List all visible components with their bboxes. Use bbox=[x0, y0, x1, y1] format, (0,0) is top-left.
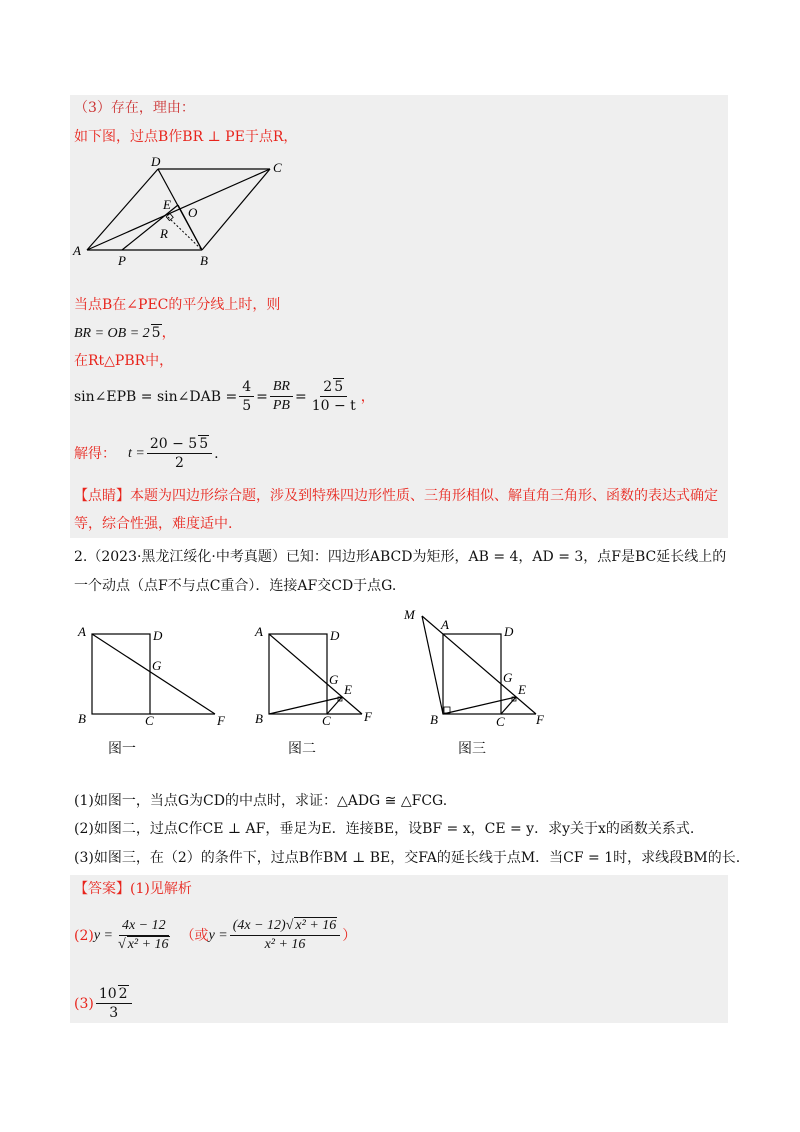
label-E: E bbox=[163, 197, 171, 212]
solution-line-7: 解得： t = $\frac{20 - 5 5}{2}$ . bbox=[74, 436, 219, 471]
label-B: B bbox=[430, 712, 438, 727]
label-D: D bbox=[151, 155, 161, 169]
label-B: B bbox=[78, 711, 86, 726]
problem-line-1: 2.（2023·黑龙江绥化·中考真题）已知：四边形ABCD为矩形，AB = 4，AD = 3，点F是BC延长线上的 bbox=[74, 549, 727, 565]
label-E: E bbox=[518, 682, 526, 697]
comma: ， bbox=[161, 325, 176, 341]
answer-2-prefix: (2) bbox=[74, 927, 94, 944]
answer-2-alt-close: ） bbox=[342, 927, 357, 944]
label-A: A bbox=[255, 624, 263, 639]
eq-br-ob: BR = OB = 2 bbox=[74, 326, 150, 341]
label-R: R bbox=[160, 226, 168, 241]
t-eq: t = bbox=[128, 445, 145, 461]
sin-eq-text: sin∠EPB = sin∠DAB = bbox=[74, 388, 238, 405]
edge-AD bbox=[87, 169, 158, 250]
caption-figure-two: 图二 bbox=[288, 741, 316, 757]
label-G: G bbox=[503, 670, 513, 685]
label-F: F bbox=[536, 712, 544, 727]
label-D: D bbox=[504, 624, 514, 639]
solution-line-2: 如下图，过点B作BR ⊥ PE于点R， bbox=[74, 129, 298, 145]
answer-2-fraction: $\frac{4x - 12}{\text{√ x² + 16}}$ bbox=[118, 918, 169, 952]
label-A: A bbox=[441, 617, 449, 632]
answer-line-1: 【答案】(1)见解析 bbox=[74, 881, 192, 897]
comment-line-1: 【点睛】本题为四边形综合题，涉及到特殊四边形性质、三角形相似、解直角三角形、函数的表达式确定 bbox=[74, 488, 718, 504]
label-F: F bbox=[364, 709, 372, 724]
edge-CB bbox=[202, 169, 270, 250]
solve-label: 解得： bbox=[74, 445, 116, 462]
solution-line-4 bbox=[74, 322, 176, 345]
caption-figure-three: 图三 bbox=[458, 741, 486, 757]
answer-3-fraction: $\frac{10 2}{3}$ bbox=[96, 985, 132, 1022]
label-B: B bbox=[255, 711, 263, 726]
answer-2-alt-open: （或 bbox=[180, 927, 209, 944]
label-C: C bbox=[145, 713, 154, 728]
segment-BE bbox=[443, 697, 516, 714]
figure-two bbox=[252, 618, 387, 728]
label-D: D bbox=[153, 628, 163, 643]
comment-line-2: 等，综合性强，难度适中. bbox=[74, 516, 233, 532]
label-A: A bbox=[78, 624, 86, 639]
segment-AF bbox=[269, 634, 362, 714]
answer-line-2 bbox=[74, 917, 356, 954]
caption-figure-one: 图一 bbox=[108, 741, 136, 757]
problem-line-2: 一个动点（点F不与点C重合）．连接AF交CD于点G. bbox=[74, 578, 397, 594]
label-G: G bbox=[152, 658, 162, 673]
answer-2-alt-fraction: $\frac{\text{(4x − 12)√ x² + 16}}{\text{x² + 16}}$ bbox=[230, 917, 341, 954]
solution-line-6: sin∠EPB = sin∠DAB = $\frac{4}{5}$ = $\frac{BR}{PB}$ = $\frac{2 5}{10 - t}$ ， bbox=[74, 379, 375, 414]
label-E: E bbox=[344, 682, 352, 697]
solution-line-3: 当点B在∠PEC的平分线上时，则 bbox=[74, 297, 281, 313]
answer-2-alt-y: y = bbox=[208, 927, 228, 943]
label-C: C bbox=[322, 713, 331, 728]
fraction-t: $\frac{20 - 5 5}{2}$ bbox=[147, 435, 212, 472]
parallelogram-figure bbox=[70, 155, 300, 270]
answer-2-y: y = bbox=[93, 927, 114, 943]
label-B: B bbox=[200, 253, 208, 268]
diagonal-AC bbox=[87, 169, 270, 250]
sqrt-5: 5 bbox=[151, 325, 161, 341]
label-A: A bbox=[73, 243, 81, 258]
label-F: F bbox=[217, 713, 225, 728]
rectangle-ABCD bbox=[92, 634, 150, 714]
segment-AF bbox=[92, 634, 215, 714]
answer-3-prefix: (3) bbox=[74, 995, 94, 1012]
segment-BR bbox=[168, 217, 202, 250]
label-P: P bbox=[118, 253, 126, 268]
figure-three bbox=[398, 600, 558, 728]
fraction-4-5: $\frac{4}{5}$ bbox=[239, 378, 254, 415]
label-M: M bbox=[404, 607, 415, 622]
answer-line-3 bbox=[74, 985, 134, 1022]
question-3: (3)如图三，在（2）的条件下，过点B作BM ⊥ BE，交FA的延长线于点M．当CF = 1时，求线段BM的长. bbox=[74, 850, 741, 866]
label-C: C bbox=[273, 160, 282, 175]
question-2: (2)如图二，过点C作CE ⊥ AF，垂足为E．连接BE，设BF = x，CE = y．求y关于x的函数关系式. bbox=[74, 821, 695, 837]
question-1: (1)如图一，当点G为CD的中点时，求证：△ADG ≅ △FCG. bbox=[74, 793, 448, 809]
label-O: O bbox=[188, 205, 198, 220]
solution-line-1: （3）存在，理由： bbox=[74, 100, 195, 116]
label-C: C bbox=[496, 714, 505, 728]
solution-line-5: 在Rt△PBR中， bbox=[74, 353, 174, 369]
figure-one bbox=[75, 618, 235, 728]
label-D: D bbox=[330, 628, 340, 643]
segment-MF bbox=[422, 616, 536, 714]
fraction-2root5: $\frac{2 5}{10 - t}$ bbox=[311, 379, 356, 414]
segment-BE bbox=[269, 697, 342, 714]
label-G: G bbox=[329, 672, 339, 687]
fraction-br-pb: $\frac{BR}{PB}$ bbox=[270, 378, 293, 415]
